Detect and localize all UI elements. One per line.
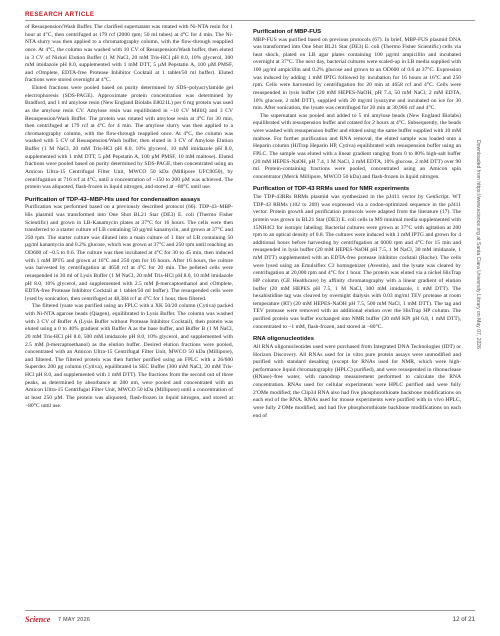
footer-date: 7 MAY 2026 (58, 617, 91, 623)
footer-rule (25, 610, 475, 611)
body-paragraph: The filtered lysate was purified using an FPLC with a XK 50/20 column (Cytiva) packed with Ni-NTA agarose beads (Qiagen), equilibrated in Lysis Buffer. The column was washed with 3 CV of Buffer A (Lysis Buffer without Protease Inhibitor Cocktail), then protein was eluted using a 0 to 40% gradient with Buffer A as the base buffer, and Buffer B (1 M NaCl, 20 mM Tris-HCl pH 8.0, 500 mM imidazole pH 8.0, 10% glycerol, and supplemented with 2.5 mM β-mercaptoethanol) as the elution buffer. Desired elution fractions were pooled, concentrated with an Amicon Ultra-15 Centrifugal Filter Unit, MWCO 50 kDa (Millipore), and filtered. The filtered protein was then further purified using an FPLC with a 26/600 Superdex 200 pg column (Cytiva), equilibrated in SEC Buffer (300 mM NaCl, 20 mM Tris-HCl pH 8.0, and supplemented with 1 mM DTT). The fractions from the second out of three peaks, as determined by absorbance at 280 nm, were pooled and concentrated with an Amicon Ultra-15 Centrifugal Filter Unit, MWCO 50 kDa (Millipore) until a concentration of at least 250 µM. The protein was aliquoted, flash-frozen in liquid nitrogen, and stored at −80°C until use. (25, 303, 233, 409)
download-side-note: Downloaded from https://www.science.org at Santa Clara University Library on May 07, 2026 (475, 140, 481, 349)
body-paragraph: of Resuspension/Wash Buffer. The clarified supernatant was rotated with Ni-NTA resin for 1 hour at 4°C, then centrifuged at 179 rcf (2000 rpm; 50 ml tubes) at 4°C for 4 min. The Ni-NTA slurry was then applied to a chromatography column, with the flow-through reapplied once. At 4°C, the column was washed with 10 CV of Resuspension/Wash buffer, then eluted in 3 CV of Nickel Elution Buffer (1 M NaCl, 20 mM Tris-HCl pH 8.0, 10% glycerol, 300 mM imidazole pH 8.0, supplemented with 1 mM DTT, 5 µM Pepstatin A, 100 µM PMSF, and cOmplete, EDTA-free Protease Inhibitor Cocktail at 1 tablet/50 ml buffer). Eluted fractions were stored overnight at 4°C. (25, 24, 233, 84)
section-heading: Purification of MBP-FUS (253, 29, 322, 35)
footer-page-number: 12 of 21 (452, 616, 475, 623)
left-column (25, 24, 233, 604)
body-paragraph: All RNA oligonucleotides used were purchased from Integrated DNA Technologies (IDT) or Horizon Discovery. All RNAs used for in vitro pure protein assays were unmodified and purified with standard desalting (except for RNAs used for NMR, which were high-performance liquid chromatography (HPLC) purified), and were resuspended in ribonuclease (RNase)–free water, with nanodrop measurement performed to calculate the RNA concentration. RNAs used for cellular experiments were HPLC purified and were fully 2′OMe modified; the Clip34 RNA also had five phosphorothioate backbone modifications on each end of the RNA. RNAs used for mouse experiments were purified with in vivo HPLC, were fully 2′OMe modified, and had five phosphorothioate backbone modifications on each end of (253, 343, 461, 419)
body-paragraph: Purification was performed based on a previously described protocol (66). TDP-43–MBP-His plasmid was transformed into One Shot BL21 Star (DE3) E. coli (Thermo Fisher Scientific) and grown in LB-Kanamycin plates at 37°C for 16 hours. The cells were then transferred to a starter culture of LB containing 50 µg/ml kanamycin, and grown at 37°C and 250 rpm. The starter culture was diluted into a main culture of 1 liter of LB containing 50 µg/ml kanamycin and 0.2% glucose, which was grown at 37°C and 250 rpm until reaching an OD600 of ~0.5 to 0.6. The culture was then incubated at 4°C for 30 to 45 min, then induced with 1 mM IPTG and grown at 16°C and 250 rpm for 16 hours. After 16 hours, the culture was harvested by centrifugation at 4658 rcf at 4°C for 20 min. The pelleted cells were resuspended in 30 ml of Lysis Buffer (1 M NaCl, 20 mM Tris-HCl pH 8.0, 10 mM imidazole pH 8.0, 10% glycerol, and supplemented with 2.5 mM β-mercaptoethanol and cOmplete, EDTA-free Protease Inhibitor Cocktail at 1 tablet/50 ml buffer). The resuspended cells were lysed by sonication, then centrifuged at 48,384 rcf at 4°C for 1 hour, then filtered. (25, 204, 233, 302)
section-heading: RNA oligonucleotides (253, 336, 314, 343)
footer-journal: Science (25, 615, 51, 624)
body-paragraph: Eluted fractions were pooled based on purity determined by SDS–polyacrylamide gel electrophoresis (SDS-PAGE). Approximate protein concentration was determined by Bradford, and 1 ml amylose resin (New England Biolabs E8021L) per 6 mg protein was used as the amylose resin CV. Amylose resin was equilibrated in ~10 CV MilliQ and 3 CV Resuspension/Wash Buffer. The protein was rotated with amylose resin at 4°C for 30 min, then centrifuged at 179 rcf at 4°C for 4 min. The amylose slurry was then applied to a chromatography column, with the flow-through reapplied once. At 4°C, the column was washed with 5 CV of Resuspension/Wash buffer, then eluted in 3 CV of Amylose Elution Buffer (1 M NaCl, 20 mM Tris-HCl pH 8.0, 10% glycerol, 10 mM imidazole pH 8.0, supplemented with 1 mM DTT, 5 µM Pepstatin A, 100 µM PMSF, 10 mM maltose). Eluted fractions were pooled based on purity determined by SDS-PAGE, then concentrated using an Amicon Ultra-15 Centrifugal Filter Unit, MWCO 50 kDa (Millipore UFC9050), by centrifugation at 716 rcf at 4°C, until a concentration of ~150 to 200 µM was achieved. The protein was aliquoted, flash-frozen in liquid nitrogen, and stored at −80°C until use. (25, 85, 233, 191)
section-heading: Purification of TDP-43–MBP-His used for condensation assays (25, 196, 201, 203)
body-paragraph: The TDP-43RRs RRMs plasmid was synthesized in the pJ411 vector by GenScript. WT TDP-43 RRMs (102 to 269) was expressed via a codon-optimized sequence in the pJ411 vector. Protein growth and purification protocols were adapted from the literature (17). The protein was grown in BL21 Star (DE3) E. coli cells in M9 minimal media supplemented with 15NH4Cl for isotopic labeling. Bacterial cultures were grown at 37°C with agitation at 200 rpm to an optical density of 0.8. The cultures were induced with 1 mM IPTG and grown for 4 additional hours before harvesting by centrifugation at 6000 rpm and 4°C for 15 min and resuspended in lysis buffer (20 mM HEPES-NaOH pH 7.5, 1 M NaCl, 30 mM imidazole, 1 mM DTT) supplemented with an EDTA-free protease inhibitor cocktail (Roche). The cells were lysed using an Emulsiflex C3 homogenizer (Avestin), and the lysate was cleared by centrifugation at 20,000 rpm and 4°C for 1 hour. The protein was eluted via a nickel HisTrap HP column (GE Healthcare) by affinity chromatography with a linear gradient of elution buffer (20 mM HEPES pH 7.5, 1 M NaCl, 300 mM imidazole, 1 mM DTT). The hexahistidine tag was cleaved by overnight dialysis with 0.03 mg/ml TEV protease at room temperature (RT) (20 mM HEPES-NaOH pH 7.5, 500 mM NaCl, 1 mM DTT). The tag and TEV protease were removed with an additional elution over the HisTrap HP column. The purified protein was buffer exchanged into NMR buffer (20 mM KPi pH 6.8, 1 mM DTT), concentrated to ~1 mM, flash-frozen, and stored at −80°C. (253, 194, 461, 330)
section-label: RESEARCH ARTICLE (25, 11, 95, 18)
right-column (253, 24, 461, 604)
section-heading: Purification of TDP-43 RRMs used for NMR experiments (253, 186, 410, 193)
body-paragraph: The supernatant was pooled and added to 5 ml amylose beads (New England Biolabs) equilibrated with resuspension buffer and rotated for 2 hours at 4°C. Subsequently, the beads were washed with resuspension buffer and eluted using the same buffer supplied with 10 mM maltose. For further purification and RNA removal, the eluted sample was loaded onto a Heparin column (HiTrap Heparin HP, Cytiva) equilibrated with resuspension buffer using an FPLC. The sample was eluted with a linear gradient ranging from 0 to 80% high-salt buffer (20 mM HEPES-NaOH, pH 7.4, 1 M NaCl, 2 mM EDTA, 10% glucose, 2 mM DTT) over 90 ml. Protein-containing fractions were pooled, concentrated using an Amicon spin concentrator (Merck Millipore, MWCO 50 kDa) and flash-frozen in liquid nitrogen. (253, 112, 461, 180)
header-rule (25, 20, 475, 21)
body-paragraph: MBP-FUS was purified based on previous protocols (67). In brief, MBP-FUS plasmid DNA was transformed into One Shot BL21 Star (DE3) E. coli (Thermo Fisher Scientific) cells via heat shock, plated on LB agar plates containing 100 µg/ml ampicillin and incubated overnight at 37°C. The next day, bacterial cultures were scaled-up in LB media supplied with 100 µg/ml ampicillin and 0.2% glucose and grown to an OD600 of 0.6 at 37°C. Expression was induced by adding 1 mM IPTG followed by incubation for 16 hours at 16°C and 250 rpm. Cells were harvested by centrifugation for 20 min at 4658 rcf and 4°C. Cells were resuspended in lysis buffer (20 mM HEPES-NaOH, pH 7.4, 50 mM NaCl, 2 mM EDTA, 10% glucose, 2 mM DTT), supplied with 20 mg/ml lysozyme and incubated on ice for 30 min. After sonication, the lysate was centrifuged for 20 min at 30,966 rcf and 4°C. (253, 36, 461, 112)
